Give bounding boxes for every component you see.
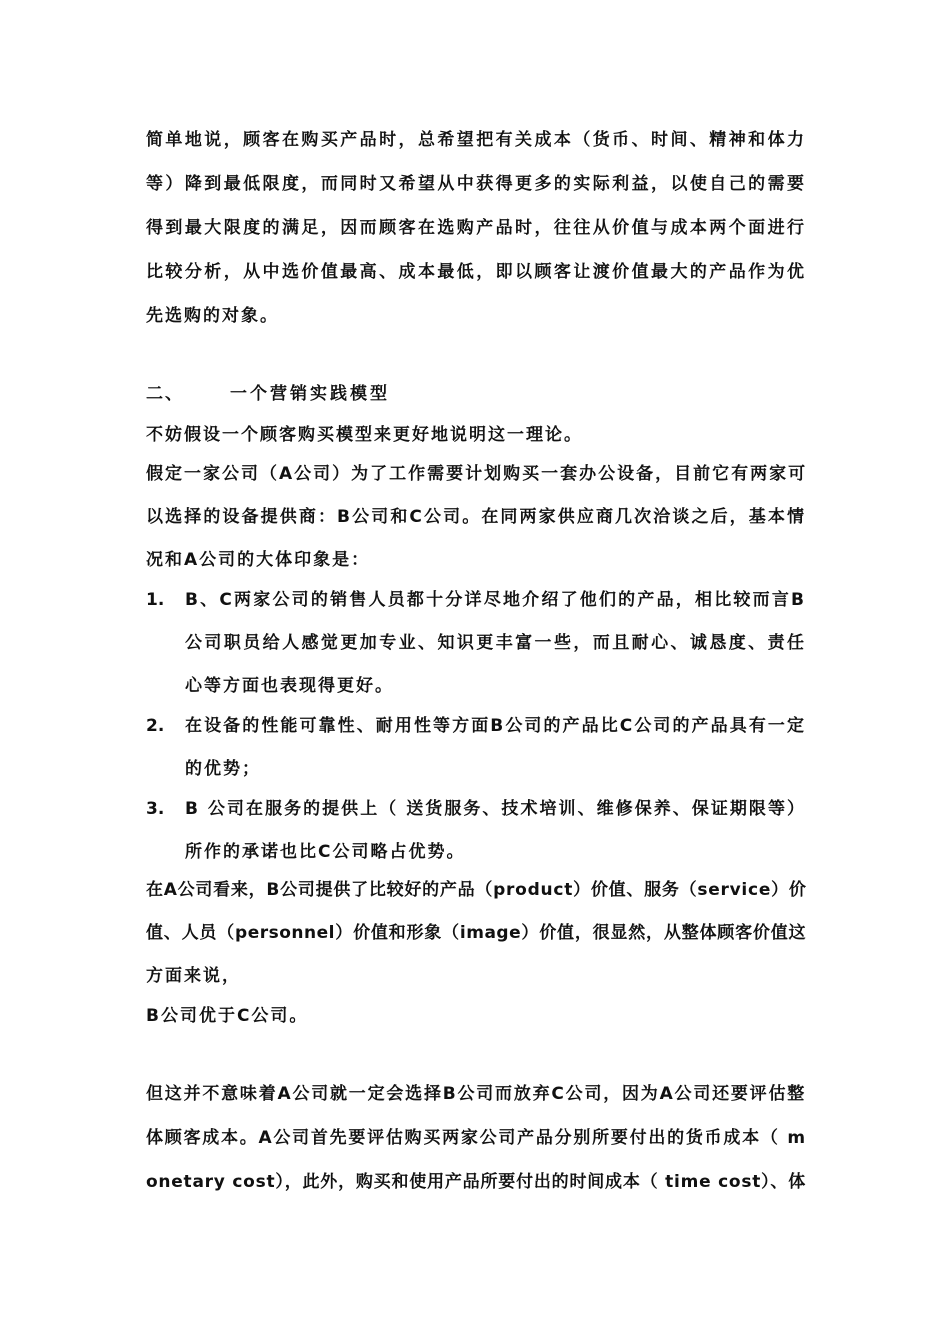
- paragraph4-line-3: onetary cost），此外，购买和使用产品所要付出的时间成本（ time cost）、体: [146, 1172, 806, 1192]
- list-item-1-line-1: B、C两家公司的销售人员都十分详尽地介绍了他们的产品，相比较而言B: [185, 590, 806, 610]
- paragraph2-line-1: 假定一家公司（A公司）为了工作需要计划购买一套办公设备，目前它有两家可: [146, 464, 808, 484]
- list-item-2-line-1: 在设备的性能可靠性、耐用性等方面B公司的产品比C公司的产品具有一定: [185, 716, 806, 736]
- list-item-1-number: 1.: [146, 590, 165, 610]
- section-number: 二、: [146, 384, 184, 404]
- paragraph1-line-2: 等）降到最低限度，而同时又希望从中获得更多的实际利益，以使自己的需要: [146, 174, 806, 194]
- paragraph1-line-5: 先选购的对象。: [146, 306, 279, 326]
- paragraph3-line-2: 值、人员（personnel）价值和形象（image）价值，很显然，从整体顾客价值这: [146, 923, 806, 943]
- paragraph1-line-4: 比较分析，从中选价值最高、成本最低，即以顾客让渡价值最大的产品作为优: [146, 262, 806, 282]
- paragraph1-line-3: 得到最大限度的满足，因而顾客在选购产品时，往往从价值与成本两个面进行: [146, 218, 806, 238]
- paragraph2-line-2: 以选择的设备提供商：B公司和C公司。在同两家供应商几次洽谈之后，基本情: [146, 507, 806, 527]
- paragraph3-line-1: 在A公司看来，B公司提供了比较好的产品（product）价值、服务（service）价: [146, 880, 807, 900]
- intro-line: 不妨假设一个顾客购买模型来更好地说明这一理论。: [146, 425, 583, 445]
- section-title: 一个营销实践模型: [230, 384, 390, 404]
- paragraph3-line-3: 方面来说，: [146, 966, 241, 986]
- list-item-3-line-2: 所作的承诺也比C公司略占优势。: [185, 842, 466, 862]
- section-heading: [146, 382, 390, 406]
- list-item-2-line-2: 的优势；: [185, 759, 261, 779]
- list-item-2-number: 2.: [146, 716, 165, 736]
- list-item-3-line-1: B 公司在服务的提供上（ 送货服务、技术培训、维修保养、保证期限等）: [185, 799, 806, 819]
- paragraph4-line-2: 体顾客成本。A公司首先要评估购买两家公司产品分别所要付出的货币成本（ m: [146, 1128, 807, 1148]
- paragraph1-line-1: 简单地说，顾客在购买产品时，总希望把有关成本（货币、时间、精神和体力: [146, 130, 806, 150]
- list-item-1-line-2: 公司职员给人感觉更加专业、知识更丰富一些，而且耐心、诚恳度、责任: [185, 633, 806, 653]
- paragraph4-line-1: 但这并不意味着A公司就一定会选择B公司而放弃C公司，因为A公司还要评估整: [146, 1084, 806, 1104]
- paragraph2-line-3: 况和A公司的大体印象是：: [146, 550, 371, 570]
- list-item-1-line-3: 心等方面也表现得更好。: [185, 676, 394, 696]
- list-item-3-number: 3.: [146, 799, 165, 819]
- paragraph3-line-4: B公司优于C公司。: [146, 1006, 309, 1026]
